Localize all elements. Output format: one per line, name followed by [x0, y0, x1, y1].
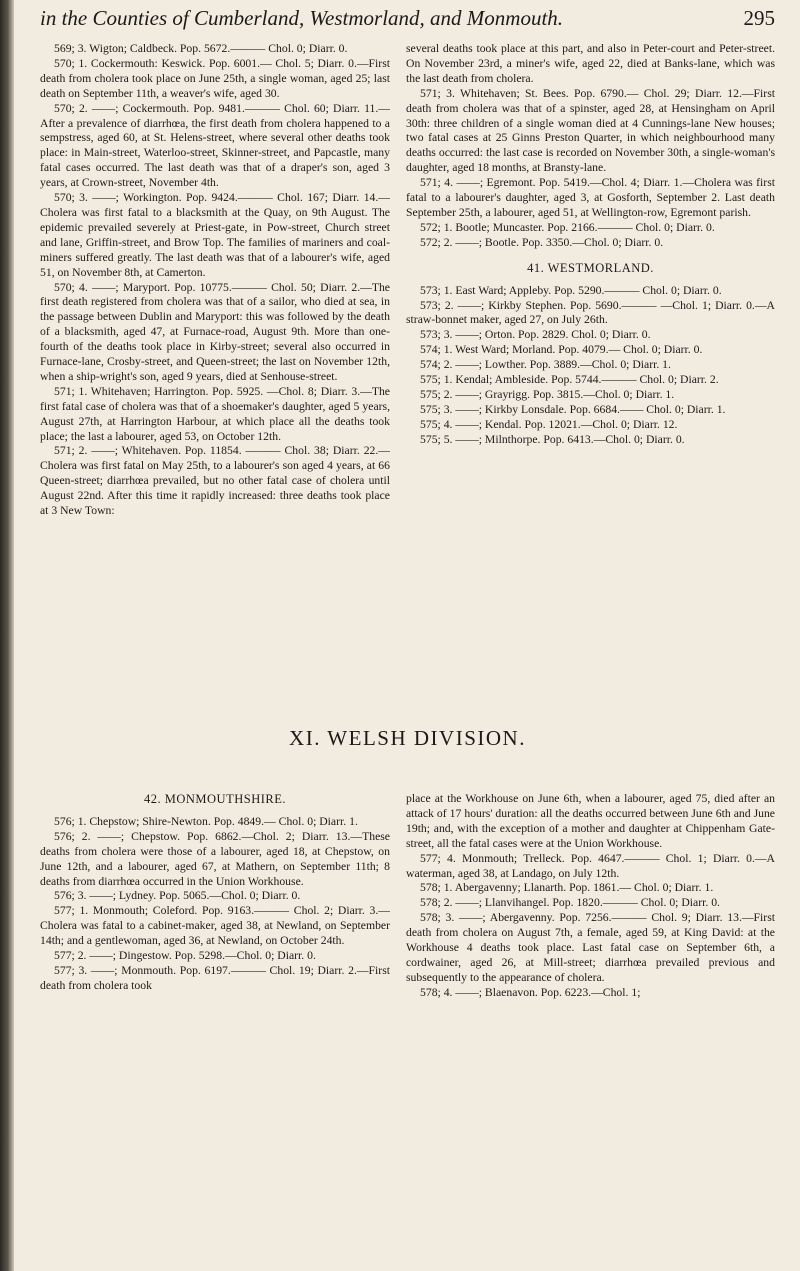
entry-paragraph: 576; 2. ——; Chepstow. Pop. 6862.—Chol. 2; Diarr. 13.—These deaths from cholera were those of a labourer, aged 18, at Chepstow, on June 12th, and a labourer, aged 67, at Mathern, on September 11th; 8 deaths from diarrhœa occurred in the Union Workhouse.: [40, 829, 390, 888]
entry-paragraph: 570; 3. ——; Workington. Pop. 9424.——— Chol. 167; Diarr. 14.—Cholera was first fatal to a blacksmith at the Quay, on 9th August. The epidemic prevailed severely at Priest-gate, in Pow-street, Church street and lane, Griffin-street, and Brow Top. The families of mariners and coal-miners suffered greatly. The last death was that of a labourer's wife, aged 51, on November 8th, at Camerton.: [40, 191, 390, 279]
entry-paragraph: 572; 1. Bootle; Muncaster. Pop. 2166.——— Chol. 0; Diarr. 0.: [420, 220, 715, 234]
entry-paragraph: 578; 4. ——; Blaenavon. Pop. 6223.—Chol. 1;: [420, 985, 641, 999]
entry-paragraph: 573; 3. ——; Orton. Pop. 2829. Chol. 0; Diarr. 0.: [420, 328, 651, 342]
entry-paragraph: 576; 1. Chepstow; Shire-Newton. Pop. 4849.— Chol. 0; Diarr. 1.: [54, 814, 358, 828]
entry-paragraph: 571; 1. Whitehaven; Harrington. Pop. 5925. —Chol. 8; Diarr. 3.—The first fatal case of cholera was that of a shoemaker's daughter, aged 5 years, August 27th, at Harrington Harbour, at which place all the deaths took place; the last a labourer, aged 53, on October 12th.: [40, 384, 390, 443]
monmouthshire-heading: 42. MONMOUTHSHIRE.: [144, 792, 286, 806]
entry-paragraph: 571; 3. Whitehaven; St. Bees. Pop. 6790.— Chol. 29; Diarr. 12.—First death from cholera was that of a spinster, aged 28, at Hensingham on April 30th: three children of a single woman died at 4 Cunnings-lane New houses; two fatal cases at 25 Ginns Preston Quarter, in which neighbourhood many deaths occurred: the last case is recorded on November 30th, a single-woman's daughter, aged 18 months, at Bransty-lane.: [406, 86, 775, 175]
westmorland-heading: 41. WESTMORLAND.: [527, 260, 654, 275]
running-header: [40, 6, 775, 34]
entry-paragraph: 570; 2. ——; Cockermouth. Pop. 9481.——— Chol. 60; Diarr. 11.—After a prevalence of diarrhœa, the first death from cholera happened to a sempstress, aged 60, at St. Helens-street, where several other deaths took place: in Main-street, Waterloo-street, Skinner-street, and Papcastle, many fatal cases occurred. The last death was that of a draper's son, aged 3 years, at Crown-street, November 4th.: [40, 101, 390, 190]
entry-paragraph: 572; 2. ——; Bootle. Pop. 3350.—Chol. 0; Diarr. 0.: [420, 235, 664, 249]
entry-paragraph: place at the Workhouse on June 6th, when a labourer, aged 75, died after an attack of 17 hours' duration: all the deaths occurred between June 6th and June 19th; and, with the exception of a mother and daughter at Chippenham Gate-street, all the fatal cases were at the Union Workhouse.: [406, 792, 775, 850]
column-monmouth-right: [406, 792, 775, 1262]
entry-paragraph: several deaths took place at this part, and also in Peter-court and Peter-street. On November 23rd, a miner's wife, aged 22, died at Banks-lane, which was the last death from cholera.: [406, 42, 775, 85]
entry-paragraph: 578; 2. ——; Llanvihangel. Pop. 1820.——— Chol. 0; Diarr. 0.: [420, 896, 720, 910]
column-cumberland-westmorland-right: [406, 42, 775, 692]
entry-paragraph: 573; 2. ——; Kirkby Stephen. Pop. 5690.——— —Chol. 1; Diarr. 0.—A straw-bonnet maker, aged 27, on July 26th.: [406, 298, 775, 327]
entry-paragraph: 577; 1. Monmouth; Coleford. Pop. 9163.——— Chol. 2; Diarr. 3.—Cholera was fatal to a cabinet-maker, aged 38, at Newland, on September 14th; and a gentlewoman, aged 36, at Newland, on October 24th.: [40, 904, 390, 948]
entry-paragraph: 571; 2. ——; Whitehaven. Pop. 11854. ——— Chol. 38; Diarr. 22.—Cholera was first fatal on May 25th, to a labourer's son aged 4 years, at 66 Queen-street; diarrhœa prevailed, but no other fatal case of cholera until August 22nd. After this time it rapidly increased: three deaths took place at 3 New Town:: [40, 444, 390, 518]
entry-paragraph: 570; 4. ——; Maryport. Pop. 10775.——— Chol. 50; Diarr. 2.—The first death registered from cholera was that of a sailor, who died at sea, in the passage between Dublin and Maryport: this was followed by the death of a blacksmith, aged 47, at Furnace-road, August 9th. More than one-fourth of the deaths took place in Kirby-street; several also occurred in Furnace-lane, Crosby-street, and Queen-street; the last on November 12th, when a ship-wright's son, aged 9 years, died at Senhouse-street.: [40, 280, 390, 383]
entry-paragraph: 577; 2. ——; Dingestow. Pop. 5298.—Chol. 0; Diarr. 0.: [54, 949, 316, 963]
entry-paragraph: 570; 1. Cockermouth: Keswick. Pop. 6001.— Chol. 5; Diarr. 0.—First death from cholera took place on June 25th, a single woman, aged 25; last death on September 11th, a weaver's wife, aged 30.: [40, 56, 390, 100]
entry-paragraph: 569; 3. Wigton; Caldbeck. Pop. 5672.——— Chol. 0; Diarr. 0.: [54, 42, 348, 55]
entry-paragraph: 573; 1. East Ward; Appleby. Pop. 5290.——— Chol. 0; Diarr. 0.: [420, 283, 722, 297]
entry-paragraph: 574; 1. West Ward; Morland. Pop. 4079.— Chol. 0; Diarr. 0.: [420, 343, 703, 357]
column-monmouth-left: [40, 792, 390, 1262]
entry-paragraph: 575; 5. ——; Milnthorpe. Pop. 6413.—Chol. 0; Diarr. 0.: [420, 432, 685, 446]
entry-paragraph: 577; 3. ——; Monmouth. Pop. 6197.——— Chol. 19; Diarr. 2.—First death from cholera took: [40, 963, 390, 992]
entry-paragraph: 578; 1. Abergavenny; Llanarth. Pop. 1861.— Chol. 0; Diarr. 1.: [420, 881, 714, 895]
book-binding-edge: [0, 0, 14, 1271]
entry-paragraph: 576; 3. ——; Lydney. Pop. 5065.—Chol. 0; Diarr. 0.: [54, 889, 301, 903]
entry-paragraph: 578; 3. ——; Abergavenny. Pop. 7256.——— Chol. 9; Diarr. 13.—First death from cholera on August 7th, a female, aged 59, at King David: at the Workhouse 4 deaths took place. Last fatal case on September 6th, a cordwainer, aged 26, at Mill-street; diarrhœa prevailed previous and subsequently to the appearance of cholera.: [406, 911, 775, 984]
column-cumberland-left: [40, 42, 390, 692]
entry-paragraph: 575; 4. ——; Kendal. Pop. 12021.—Chol. 0; Diarr. 12.: [420, 417, 678, 431]
entry-paragraph: 571; 4. ——; Egremont. Pop. 5419.—Chol. 4; Diarr. 1.—Cholera was first fatal to a labourer's daughter, aged 3, at Gosforth, September 2. Last death September 25th, a labourer, aged 51, at Wellington-row, Egremont parish.: [406, 176, 775, 219]
entry-paragraph: 574; 2. ——; Lowther. Pop. 3889.—Chol. 0; Diarr. 1.: [420, 358, 671, 372]
entry-paragraph: 577; 4. Monmouth; Trelleck. Pop. 4647.——— Chol. 1; Diarr. 0.—A waterman, aged 38, at Landago, on July 12th.: [406, 851, 775, 880]
entry-paragraph: 575; 2. ——; Grayrigg. Pop. 3815.—Chol. 0; Diarr. 1.: [420, 387, 675, 401]
running-title: in the Counties of Cumberland, Westmorland, and Monmouth.: [40, 6, 564, 30]
page-number: 295: [743, 6, 775, 30]
division-title: XI. WELSH DIVISION.: [289, 726, 526, 750]
entry-paragraph: 575; 3. ——; Kirkby Lonsdale. Pop. 6684.—— Chol. 0; Diarr. 1.: [420, 402, 726, 416]
entry-paragraph: 575; 1. Kendal; Ambleside. Pop. 5744.——— Chol. 0; Diarr. 2.: [420, 373, 719, 387]
